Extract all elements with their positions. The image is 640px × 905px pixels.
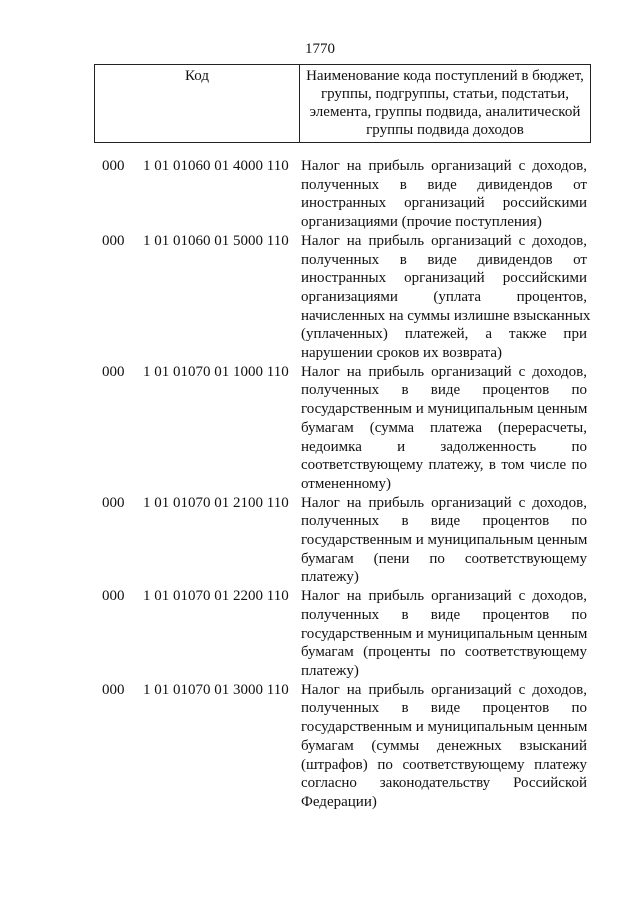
- description-line: иностранных организаций российскими: [301, 195, 587, 212]
- description-line: бумагам (проценты по соответствующему: [301, 644, 587, 661]
- description-line: платежу): [301, 569, 359, 586]
- table-row: [0, 232, 640, 363]
- description-line: иностранных организаций российскими: [301, 270, 587, 287]
- row-description: [301, 587, 587, 681]
- description-line: Налог на прибыль организаций с доходов,: [301, 232, 587, 249]
- row-admin-code: 000: [102, 232, 125, 249]
- row-description: [301, 681, 587, 812]
- header-code-column: Код: [95, 65, 300, 142]
- row-description: [301, 494, 587, 588]
- description-line: полученных в виде процентов по: [301, 513, 587, 530]
- table-row: [0, 587, 640, 681]
- table-row: [0, 157, 640, 232]
- row-admin-code: 000: [102, 494, 125, 511]
- page-number: 1770: [305, 41, 335, 57]
- description-line: Налог на прибыль организаций с доходов,: [301, 158, 587, 174]
- description-line: Налог на прибыль организаций с доходов,: [301, 588, 587, 605]
- description-line: (штрафов) по соответствующему платежу: [301, 756, 587, 773]
- description-line: полученных в виде дивидендов от: [301, 251, 587, 268]
- table-row: [0, 363, 640, 494]
- description-line: полученных в виде процентов по: [301, 382, 587, 399]
- table-row: [0, 681, 640, 812]
- table-row: [0, 494, 640, 588]
- row-description: [301, 363, 587, 494]
- description-line: бумагам (суммы денежных взысканий: [301, 737, 587, 754]
- row-revenue-code: 1 01 01070 01 2200 110: [143, 588, 289, 605]
- row-admin-code: 000: [102, 363, 125, 380]
- description-line: государственным и муниципальным ценным: [301, 719, 588, 736]
- description-line: полученных в виде процентов по: [301, 700, 587, 717]
- description-line: Налог на прибыль организаций с доходов,: [301, 363, 587, 380]
- description-line: (уплаченных) платежей, а также при: [301, 326, 587, 343]
- table-header: [94, 64, 591, 143]
- row-description: [301, 157, 587, 232]
- description-line: государственным и муниципальным ценным: [301, 625, 588, 642]
- description-line: бумагам (пени по соответствующему: [301, 550, 587, 567]
- description-line: платежу): [301, 662, 359, 679]
- description-line: полученных в виде дивидендов от: [301, 176, 587, 193]
- row-admin-code: 000: [102, 588, 125, 605]
- description-line: соответствующему платежу, в том числе по: [301, 457, 587, 474]
- row-revenue-code: 1 01 01070 01 2100 110: [143, 494, 289, 511]
- description-line: начисленных на суммы излишне взысканных: [301, 307, 591, 324]
- row-admin-code: 000: [102, 681, 125, 698]
- description-line: Федерации): [301, 793, 377, 810]
- description-line: бумагам (сумма платежа (перерасчеты,: [301, 419, 587, 436]
- description-line: организациями (прочие поступления): [301, 214, 542, 231]
- description-line: недоимка и задолженность по: [301, 438, 587, 455]
- description-line: нарушении сроков их возврата): [301, 345, 502, 362]
- description-line: государственным и муниципальным ценным: [301, 532, 588, 549]
- row-revenue-code: 1 01 01070 01 1000 110: [143, 363, 289, 380]
- row-revenue-code: 1 01 01060 01 5000 110: [143, 232, 289, 249]
- row-revenue-code: 1 01 01070 01 3000 110: [143, 681, 289, 698]
- row-revenue-code: 1 01 01060 01 4000 110: [143, 158, 289, 174]
- description-line: организациями (уплата процентов,: [301, 288, 587, 305]
- description-line: согласно законодательству Российской: [301, 775, 587, 792]
- description-line: Налог на прибыль организаций с доходов,: [301, 681, 587, 698]
- code-list: [0, 157, 640, 812]
- row-admin-code: 000: [102, 158, 125, 174]
- header-name-column: Наименование кода поступлений в бюджет, группы, подгруппы, статьи, подстатьи, элемента, группы подвида, аналитической группы подвида доходов: [306, 68, 584, 138]
- description-line: Налог на прибыль организаций с доходов,: [301, 494, 587, 511]
- description-line: государственным и муниципальным ценным: [301, 401, 588, 418]
- row-description: [301, 232, 591, 363]
- description-line: полученных в виде процентов по: [301, 606, 587, 623]
- description-line: отмененному): [301, 475, 391, 492]
